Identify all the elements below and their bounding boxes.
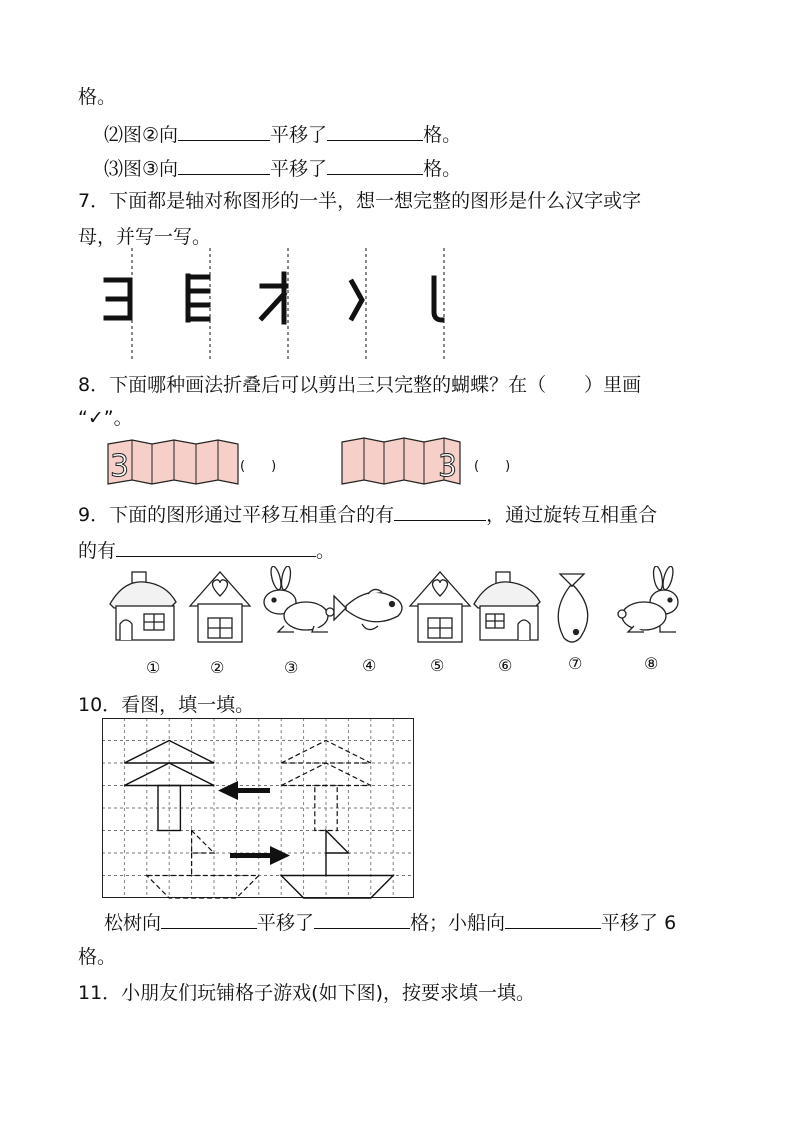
q6-l2-mid: 平移了 [270,124,328,146]
q9-prompt-line-1 [78,500,657,528]
house-heart-icon [190,572,250,642]
q7-prompt-line-1: 7．下面都是轴对称图形的一半，想一想完整的图形是什么汉字或字 [78,190,642,212]
q6-l2-count-blank[interactable] [327,120,423,141]
q9-text-b: ，通过旋转互相重合 [486,504,658,526]
q9-translation-blank[interactable] [394,500,486,521]
q9-label-2: ② [210,658,225,677]
half-glyph-5 [434,278,442,320]
q9-prompt-line-2 [78,536,335,564]
q10-text-c: 格；小船向 [410,912,506,934]
half-glyph-1 [106,280,130,318]
q10-text-d: 平移了 6 [601,912,677,934]
q10-tree-count-blank[interactable] [314,908,410,929]
q6-continuation [78,84,116,110]
q10-text-b: 平移了 [257,912,315,934]
house-chimney-icon [474,572,540,640]
boat-dashed [147,831,259,899]
q9-label-3: ③ [284,658,299,677]
q10-fill-line [104,908,676,936]
q6-line-3 [104,154,461,182]
fold-label-b: 3 [438,449,458,484]
half-glyph-3 [262,274,286,322]
q9-label-6: ⑥ [498,656,513,675]
q10-boat-direction-blank[interactable] [505,908,601,929]
fish-icon [558,574,587,642]
q6-l3-suffix: 格。 [423,158,462,180]
q10-tree-direction-blank[interactable] [161,908,257,929]
rabbit-icon [618,566,678,632]
house-chimney-icon [110,572,176,640]
q6-l3-prefix: ⑶图③向 [104,158,179,180]
q6-l2-direction-blank[interactable] [178,120,270,141]
q6-l2-prefix: ⑵图②向 [104,124,179,146]
q9-text-d: 。 [316,540,336,562]
q10-fill-line-2: 格。 [78,946,117,968]
arrow-left-icon [218,781,270,800]
q6-l2-suffix: 格。 [423,124,462,146]
q9-text-c: 的有 [78,540,117,562]
house-heart-icon [410,572,470,642]
q8-prompt-line-2: “✓”。 [78,407,133,429]
q6-l3-direction-blank[interactable] [178,154,270,175]
fish-icon [334,589,402,629]
boat-solid [281,831,393,899]
rabbit-icon [264,566,334,632]
q9-label-7: ⑦ [568,654,583,673]
q8-answer-paren-b[interactable]: ( ) [474,459,511,474]
q11-title: 11．小朋友们玩铺格子游戏(如下图)，按要求填一填。 [78,982,536,1004]
q8-prompt-line-1: 8．下面哪种画法折叠后可以剪出三只完整的蝴蝶？在（ ）里画 [78,374,642,396]
half-glyph-4 [352,282,362,318]
q8-folded-paper-a [104,436,244,488]
q10-title: 10．看图，填一填。 [78,694,255,716]
q6-line-2 [104,120,461,148]
half-glyph-2 [188,276,208,320]
fold-label-a: 3 [110,449,130,484]
q9-label-5: ⑤ [430,656,445,675]
q9-label-1: ① [146,658,161,677]
q9-label-4: ④ [362,656,377,675]
q7-prompt-line-2: 母，并写一写。 [78,226,212,248]
q6-l3-count-blank[interactable] [327,154,423,175]
q6-cont-text: 格。 [78,86,117,108]
q6-l3-mid: 平移了 [270,158,328,180]
q8-folded-paper-b [340,436,464,488]
q10-grid-figure [102,718,416,902]
q9-label-8: ⑧ [644,654,659,673]
q8-answer-paren-a[interactable]: ( ) [240,459,277,474]
q9-rotation-blank[interactable] [116,536,316,557]
q7-half-figures [96,246,466,364]
q10-text-a: 松树向 [104,912,162,934]
q9-text-a: 9．下面的图形通过平移互相重合的有 [78,504,395,526]
q9-picture-row [104,566,700,646]
